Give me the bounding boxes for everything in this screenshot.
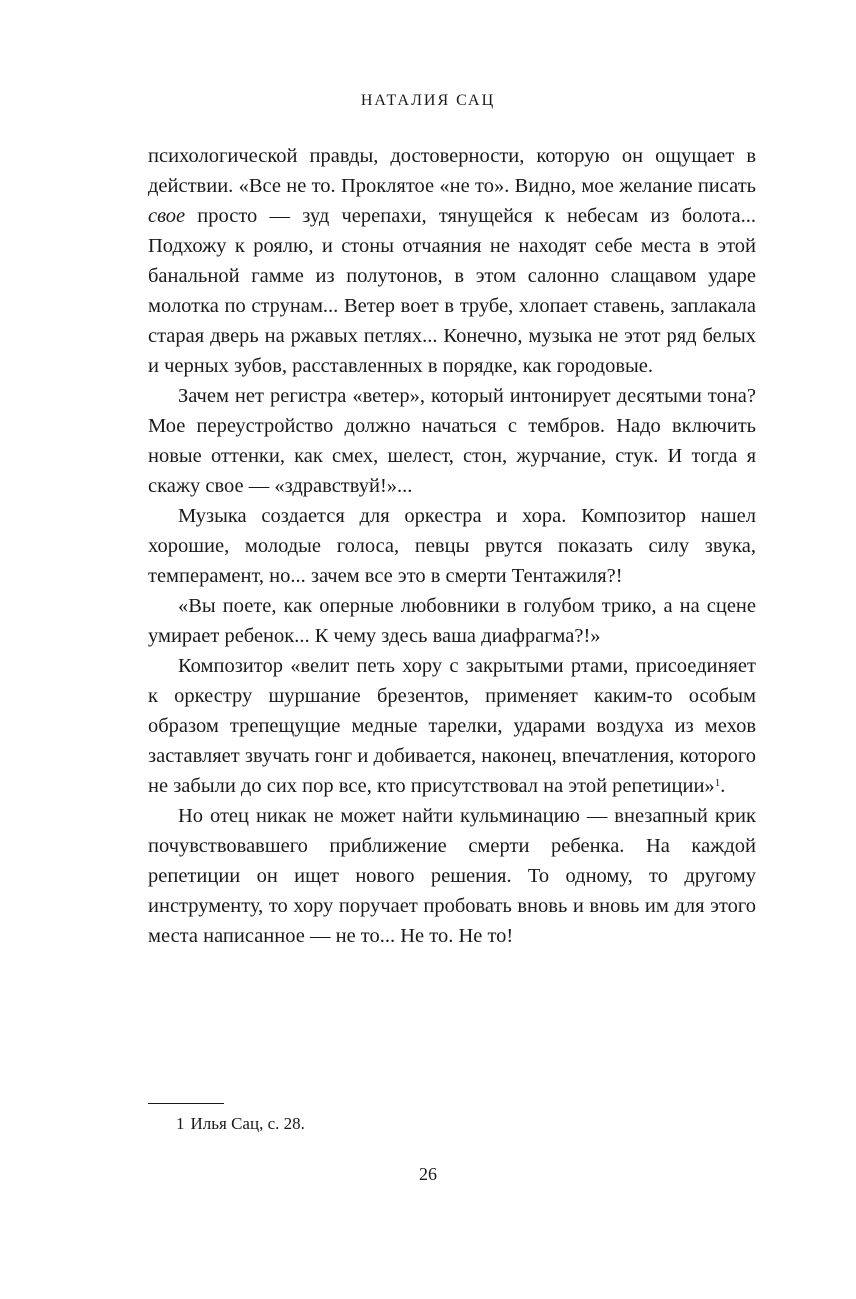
footnote-number: 1 xyxy=(176,1114,185,1133)
paragraph-1-text-end: просто — зуд черепахи, тянущейся к небесам из болота... Подхожу к роялю, и стоны отчаяния не находят себе места в этой банальной гамме из полутонов, в этом салонно слащавом ударе молотка по струнам... Ветер воет в трубе, хлопает ставень, заплакала старая дверь на ржавых петлях... Конечно, музыка не этот ряд белых и черных зубов, расставленных в порядке, как городовые. xyxy=(148,205,756,377)
page-number: 26 xyxy=(419,1164,437,1184)
paragraph-1 xyxy=(148,141,756,381)
paragraph-5-text: Композитор «велит петь хору с закрытыми ртами, присоединяет к оркестру шуршание брезентов, применяет каким-то особым образом трепещущие медные тарелки, ударами воздуха из мехов заставляет звучать гонг и добивается, наконец, впечатления, которого не забыли до сих пор все, кто присутствовал на этой репетиции» xyxy=(148,655,756,797)
paragraph-4: «Вы поете, как оперные любовники в голубом трико, а на сцене умирает ребенок... К чему здесь ваша диафрагма?!» xyxy=(148,595,756,647)
paragraph-3: Музыка создается для оркестра и хора. Композитор нашел хорошие, молодые голоса, певцы рвутся показать силу звука, темперамент, но... зачем все это в смерти Тентажиля?! xyxy=(148,505,756,587)
running-head: НАТАЛИЯ САЦ xyxy=(360,92,496,109)
paragraph-1-text-start: психологической правды, достоверности, которую он ощущает в действии. «Все не то. Проклятое «не то». Видно, мое желание писать xyxy=(148,145,756,197)
paragraph-5-tail: . xyxy=(720,775,726,797)
footnote-reference: 1 xyxy=(714,777,721,789)
footnote-divider xyxy=(148,1103,224,1104)
main-text xyxy=(148,141,756,951)
footnote-text: Илья Сац, с. 28. xyxy=(190,1114,305,1133)
paragraph-5 xyxy=(148,651,756,801)
paragraph-1-italic-word: свое xyxy=(148,205,186,227)
paragraph-2: Зачем нет регистра «ветер», который интонирует десятыми тона? Мое переустройство должно начаться с тембров. Надо включить новые оттенки, как смех, шелест, стон, журчание, стук. И тогда я скажу свое — «здравствуй!»... xyxy=(148,385,756,497)
footnote xyxy=(176,1113,305,1135)
paragraph-6: Но отец никак не может найти кульминацию — внезапный крик почувствовавшего приближение смерти ребенка. На каждой репетиции он ищет нового решения. То одному, то другому инструменту, то хору поручает пробовать вновь и вновь им для этого места написанное — не то... Не то. Не то! xyxy=(148,805,756,947)
